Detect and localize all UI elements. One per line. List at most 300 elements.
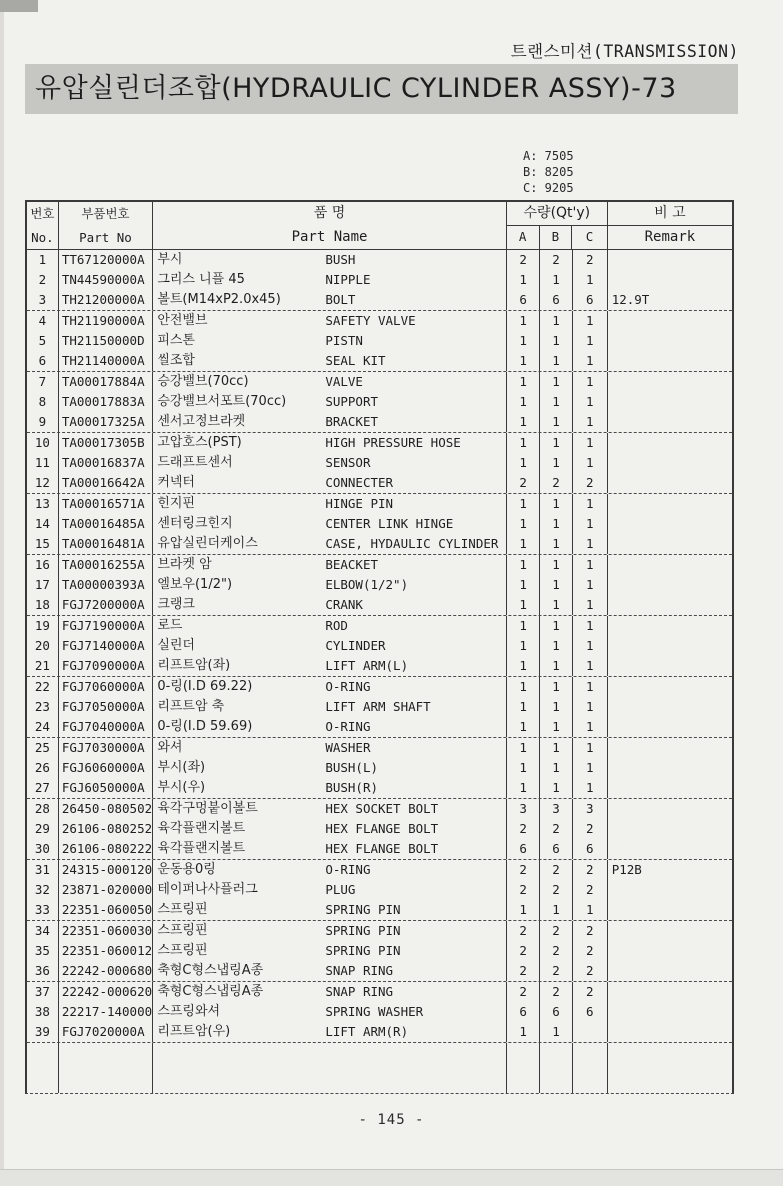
cell-qty-b: 1 [540, 351, 573, 371]
cell-qty-a: 1 [507, 697, 540, 717]
cell-qty-a: 2 [507, 880, 540, 900]
part-name-korean: 축형C형스냅링A종 [157, 984, 264, 999]
table-body [27, 250, 732, 1043]
part-name-korean: 축형C형스냅링A종 [157, 963, 264, 978]
cell-remark [608, 433, 732, 453]
cell-qty-c: 1 [573, 656, 608, 676]
cell-no: 31 [27, 860, 59, 880]
cell-remark [608, 717, 732, 737]
part-name-english: ELBOW(1/2") [325, 577, 409, 592]
part-name-english: O-RING [325, 679, 371, 694]
header-part-name [153, 202, 507, 249]
cell-qty-c: 2 [573, 921, 608, 941]
cell-no: 9 [27, 412, 59, 432]
cell-remark [608, 921, 732, 941]
cell-part-no: FGJ7050000A [59, 697, 153, 717]
header-part-name-ko: 품 명 [313, 205, 346, 221]
cell-qty-b: 1 [540, 270, 573, 290]
cell-part-name [153, 1022, 507, 1042]
cell-qty-b: 3 [540, 799, 573, 819]
cell-qty-b: 6 [540, 839, 573, 859]
cell-qty-b: 2 [540, 250, 573, 270]
cell-qty-c: 1 [573, 392, 608, 412]
qty-column-legend [523, 148, 574, 196]
cell-remark [608, 392, 732, 412]
cell-remark [608, 311, 732, 331]
part-name-english: BEACKET [325, 557, 378, 572]
part-name-english: BRACKET [325, 414, 378, 429]
parts-row [27, 961, 732, 982]
cell-qty-a: 1 [507, 514, 540, 534]
cell-qty-b: 1 [540, 514, 573, 534]
document-section-title: 트랜스미션(TRANSMISSION) [510, 42, 739, 61]
part-name-english: LIFT ARM(R) [325, 1024, 409, 1039]
cell-qty-b: 1 [540, 636, 573, 656]
cell-qty-b: 1 [540, 534, 573, 554]
cell-remark [608, 1002, 732, 1022]
cell-part-name [153, 921, 507, 941]
parts-row [27, 392, 732, 412]
cell-remark [608, 534, 732, 554]
cell-qty-a: 1 [507, 636, 540, 656]
part-name-english: VALVE [325, 374, 363, 389]
cell-part-no: TA00017325A [59, 412, 153, 432]
cell-qty-a: 1 [507, 433, 540, 453]
cell-part-no: 22217-140000 [59, 1002, 153, 1022]
cell-part-name [153, 819, 507, 839]
cell-no: 37 [27, 982, 59, 1002]
cell-no: 10 [27, 433, 59, 453]
cell-remark [608, 1022, 732, 1042]
part-name-korean: 스프링핀 [157, 923, 208, 938]
cell-qty-b: 1 [540, 311, 573, 331]
cell-part-no: FGJ7200000A [59, 595, 153, 615]
cell-remark [608, 250, 732, 270]
parts-row [27, 534, 732, 555]
cell-no: 2 [27, 270, 59, 290]
cell-qty-b: 2 [540, 473, 573, 493]
cell-no: 25 [27, 738, 59, 758]
cell-part-no: 26450-080502 [59, 799, 153, 819]
cell-qty-a: 2 [507, 982, 540, 1002]
cell-qty-a: 2 [507, 961, 540, 981]
cell-no: 33 [27, 900, 59, 920]
parts-row [27, 982, 732, 1002]
cell-part-name [153, 433, 507, 453]
part-name-english: BUSH(R) [325, 780, 378, 795]
cell-qty-c: 1 [573, 697, 608, 717]
cell-part-name [153, 595, 507, 615]
cell-qty-c: 1 [573, 433, 608, 453]
cell-no: 17 [27, 575, 59, 595]
cell-no: 32 [27, 880, 59, 900]
part-name-english: SPRING PIN [325, 923, 401, 938]
part-name-english: BOLT [325, 292, 356, 307]
cell-remark: 12.9T [611, 292, 650, 307]
cell-qty-a: 6 [507, 290, 540, 310]
cell-qty-c: 6 [573, 1002, 608, 1022]
part-name-korean: 씰조합 [157, 353, 195, 368]
cell-qty-b: 1 [540, 656, 573, 676]
cell-qty-b: 1 [540, 758, 573, 778]
cell-remark [608, 555, 732, 575]
cell-qty-b: 2 [540, 819, 573, 839]
parts-row [27, 351, 732, 372]
cell-qty-b: 6 [540, 1002, 573, 1022]
part-name-english: SEAL KIT [325, 353, 386, 368]
cell-part-name [153, 860, 507, 880]
cell-qty-a: 1 [507, 351, 540, 371]
cell-qty-c: 2 [573, 941, 608, 961]
cell-qty-b: 1 [540, 900, 573, 920]
part-name-english: PLUG [325, 882, 356, 897]
parts-row [27, 819, 732, 839]
cell-remark [608, 758, 732, 778]
parts-row [27, 880, 732, 900]
cell-part-no: 22242-000680 [59, 961, 153, 981]
cell-no: 16 [27, 555, 59, 575]
cell-qty-b: 1 [540, 717, 573, 737]
parts-table [25, 200, 734, 1094]
part-name-korean: 와셔 [157, 740, 183, 755]
parts-row [27, 717, 732, 738]
part-name-english: SUPPORT [325, 394, 378, 409]
cell-part-no: 22242-000620 [59, 982, 153, 1002]
cell-qty-a: 1 [507, 738, 540, 758]
part-name-korean: 승강밸브서포트(70cc) [157, 394, 287, 409]
part-name-korean: 유압실린더케이스 [157, 536, 258, 551]
cell-part-no: TA00017305B [59, 433, 153, 453]
cell-part-no: 22351-060050 [59, 900, 153, 920]
cell-part-no: 22351-060012 [59, 941, 153, 961]
part-name-english: BUSH [325, 252, 356, 267]
parts-row [27, 697, 732, 717]
header-qty: 수량(Qt'y) [507, 202, 607, 226]
parts-row [27, 575, 732, 595]
cell-no: 39 [27, 1022, 59, 1042]
part-name-korean: 볼트(M14xP2.0x45) [157, 292, 281, 307]
cell-part-name [153, 982, 507, 1002]
cell-qty-b: 1 [540, 412, 573, 432]
cell-qty-c: 1 [573, 778, 608, 798]
page-number: - 145 - [358, 1112, 425, 1128]
part-name-english: CYLINDER [325, 638, 386, 653]
part-name-english: CRANK [325, 597, 363, 612]
cell-qty-a: 2 [507, 860, 540, 880]
cell-part-name [153, 331, 507, 351]
cell-qty-a: 1 [507, 575, 540, 595]
cell-part-no: TN44590000A [59, 270, 153, 290]
cell-remark [608, 656, 732, 676]
cell-qty-b: 2 [540, 860, 573, 880]
cell-remark [608, 372, 732, 392]
cell-qty-c: 1 [573, 575, 608, 595]
cell-qty-c: 1 [573, 555, 608, 575]
header-remark-group [608, 202, 732, 249]
part-name-korean: 리프트암(좌) [157, 658, 231, 673]
part-name-english: BUSH(L) [325, 760, 378, 775]
header-remark-ko: 비 고 [608, 202, 732, 226]
cell-part-name [153, 677, 507, 697]
cell-qty-c: 1 [573, 351, 608, 371]
part-name-english: O-RING [325, 719, 371, 734]
cell-qty-c: 1 [573, 595, 608, 615]
cell-no: 19 [27, 616, 59, 636]
part-name-korean: 로드 [157, 618, 183, 633]
part-name-korean: 그리스 니플 45 [157, 272, 245, 287]
parts-row [27, 799, 732, 819]
part-name-english: SNAP RING [325, 963, 394, 978]
cell-qty-a: 2 [507, 819, 540, 839]
parts-row [27, 555, 732, 575]
cell-no: 20 [27, 636, 59, 656]
cell-part-name [153, 250, 507, 270]
header-qty-b: B [540, 226, 573, 249]
part-name-korean: 0-링(I.D 69.22) [157, 679, 253, 694]
cell-remark [608, 738, 732, 758]
cell-part-no: TA00017884A [59, 372, 153, 392]
cell-part-name [153, 697, 507, 717]
cell-qty-c [573, 1022, 608, 1042]
cell-part-no: FGJ7020000A [59, 1022, 153, 1042]
legend-line-b: B: 8205 [523, 165, 574, 179]
cell-qty-b: 6 [540, 290, 573, 310]
cell-part-no: TH21200000A [59, 290, 153, 310]
cell-no: 27 [27, 778, 59, 798]
cell-qty-b: 2 [540, 941, 573, 961]
cell-remark [608, 412, 732, 432]
parts-row [27, 900, 732, 921]
cell-remark [608, 616, 732, 636]
cell-qty-b: 1 [540, 555, 573, 575]
part-name-english: SENSOR [325, 455, 371, 470]
cell-part-name [153, 799, 507, 819]
cell-qty-b: 1 [540, 494, 573, 514]
cell-qty-b: 1 [540, 1022, 573, 1042]
cell-remark [608, 473, 732, 493]
part-name-korean: 안전밸브 [157, 313, 208, 328]
cell-no: 23 [27, 697, 59, 717]
part-name-english: HEX SOCKET BOLT [325, 801, 439, 816]
part-name-korean: 부시(좌) [157, 760, 206, 775]
cell-no: 15 [27, 534, 59, 554]
cell-qty-c: 2 [573, 819, 608, 839]
cell-part-name [153, 351, 507, 371]
part-name-korean: 육각플랜지볼트 [157, 841, 246, 856]
cell-part-no: FGJ7040000A [59, 717, 153, 737]
cell-qty-c: 2 [573, 982, 608, 1002]
cell-remark [608, 819, 732, 839]
cell-remark [608, 453, 732, 473]
cell-part-name [153, 900, 507, 920]
cell-qty-a: 1 [507, 758, 540, 778]
cell-qty-a: 6 [507, 839, 540, 859]
scan-left-edge [0, 0, 4, 1186]
cell-part-no: TA00016837A [59, 453, 153, 473]
part-name-korean: 커넥터 [157, 475, 195, 490]
part-name-english: SPRING PIN [325, 902, 401, 917]
cell-part-name [153, 372, 507, 392]
cell-no: 5 [27, 331, 59, 351]
cell-remark [608, 351, 732, 371]
cell-no: 22 [27, 677, 59, 697]
cell-part-name [153, 494, 507, 514]
cell-part-name [153, 961, 507, 981]
parts-row [27, 473, 732, 494]
cell-part-name [153, 839, 507, 859]
cell-part-name [153, 738, 507, 758]
part-name-english: ROD [325, 618, 348, 633]
cell-remark [608, 270, 732, 290]
cell-part-name [153, 880, 507, 900]
cell-no: 14 [27, 514, 59, 534]
parts-row [27, 270, 732, 290]
cell-part-name [153, 717, 507, 737]
cell-part-no: TA00017883A [59, 392, 153, 412]
parts-row [27, 656, 732, 677]
part-name-english: SPRING WASHER [325, 1004, 424, 1019]
cell-qty-a: 1 [507, 900, 540, 920]
part-name-korean: 스프링핀 [157, 943, 208, 958]
cell-part-name [153, 941, 507, 961]
parts-row [27, 372, 732, 392]
cell-qty-b: 1 [540, 677, 573, 697]
part-name-english: LIFT ARM(L) [325, 658, 409, 673]
cell-qty-c: 2 [573, 880, 608, 900]
table-header [27, 202, 732, 250]
cell-qty-c: 1 [573, 534, 608, 554]
parts-row [27, 453, 732, 473]
cell-qty-c: 1 [573, 453, 608, 473]
parts-row [27, 921, 732, 941]
cell-part-name [153, 534, 507, 554]
cell-qty-c: 1 [573, 616, 608, 636]
cell-qty-a: 2 [507, 921, 540, 941]
cell-part-no: FGJ7140000A [59, 636, 153, 656]
cell-part-no: TA00016255A [59, 555, 153, 575]
part-name-korean: 센터링크힌지 [157, 516, 233, 531]
cell-no: 11 [27, 453, 59, 473]
part-name-english: CASE, HYDAULIC CYLINDER [325, 536, 499, 551]
cell-part-name [153, 514, 507, 534]
cell-qty-b: 1 [540, 453, 573, 473]
cell-part-name [153, 636, 507, 656]
cell-part-name [153, 311, 507, 331]
cell-part-name [153, 290, 507, 310]
parts-row [27, 677, 732, 697]
part-name-korean: 스프링와셔 [157, 1004, 221, 1019]
part-name-english: LIFT ARM SHAFT [325, 699, 431, 714]
parts-row [27, 860, 732, 880]
cell-part-no: FGJ7030000A [59, 738, 153, 758]
cell-qty-a: 1 [507, 412, 540, 432]
part-name-english: WASHER [325, 740, 371, 755]
cell-qty-a: 1 [507, 595, 540, 615]
cell-no: 30 [27, 839, 59, 859]
parts-row [27, 778, 732, 799]
cell-part-no: TA00016642A [59, 473, 153, 493]
header-no-ko: 번호 [30, 206, 55, 221]
part-name-korean: 센서고정브라켓 [157, 414, 246, 429]
cell-qty-a: 1 [507, 656, 540, 676]
part-name-english: O-RING [325, 862, 371, 877]
cell-qty-b: 1 [540, 616, 573, 636]
header-no-en: No. [31, 230, 54, 245]
cell-part-no: TA00000393A [59, 575, 153, 595]
cell-part-no: FGJ7060000A [59, 677, 153, 697]
cell-qty-b: 1 [540, 433, 573, 453]
cell-qty-c: 1 [573, 677, 608, 697]
cell-part-name [153, 778, 507, 798]
cell-no: 24 [27, 717, 59, 737]
cell-no: 7 [27, 372, 59, 392]
cell-qty-a: 1 [507, 677, 540, 697]
cell-part-no: 26106-080252 [59, 819, 153, 839]
cell-qty-a: 2 [507, 250, 540, 270]
part-name-korean: 부시 [157, 252, 183, 267]
part-name-korean: 승강밸브(70cc) [157, 374, 249, 389]
cell-part-no: TH21140000A [59, 351, 153, 371]
cell-qty-b: 2 [540, 921, 573, 941]
part-name-korean: 실린더 [157, 638, 195, 653]
cell-qty-b: 1 [540, 738, 573, 758]
header-no [27, 202, 59, 249]
cell-qty-a: 1 [507, 616, 540, 636]
cell-no: 8 [27, 392, 59, 412]
scan-bottom-edge [0, 1169, 783, 1186]
parts-row [27, 758, 732, 778]
cell-qty-c: 1 [573, 758, 608, 778]
cell-remark [608, 494, 732, 514]
header-part-no-en: Part No [79, 230, 132, 245]
parts-row [27, 636, 732, 656]
cell-qty-b: 1 [540, 331, 573, 351]
cell-part-no: TA00016485A [59, 514, 153, 534]
cell-part-no: 26106-080222 [59, 839, 153, 859]
cell-qty-b: 1 [540, 778, 573, 798]
cell-no: 29 [27, 819, 59, 839]
cell-remark [608, 636, 732, 656]
cell-qty-a: 1 [507, 372, 540, 392]
cell-remark [608, 799, 732, 819]
part-name-korean: 부시(우) [157, 780, 206, 795]
cell-part-name [153, 392, 507, 412]
cell-qty-c: 1 [573, 514, 608, 534]
cell-remark [608, 514, 732, 534]
parts-row [27, 250, 732, 270]
cell-remark [608, 595, 732, 615]
part-name-korean: 스프링핀 [157, 902, 208, 917]
part-name-korean: 고압호스(PST) [157, 435, 242, 450]
cell-qty-c: 1 [573, 738, 608, 758]
cell-qty-c: 2 [573, 473, 608, 493]
cell-qty-a: 1 [507, 311, 540, 331]
cell-qty-c: 2 [573, 860, 608, 880]
header-part-name-en: Part Name [291, 229, 368, 245]
legend-line-a: A: 7505 [523, 149, 574, 163]
header-qty-a: A [507, 226, 540, 249]
parts-row [27, 290, 732, 311]
cell-remark: P12B [611, 862, 642, 877]
part-name-english: SNAP RING [325, 984, 394, 999]
cell-part-no: 22351-060030 [59, 921, 153, 941]
cell-qty-a: 1 [507, 1022, 540, 1042]
cell-qty-b: 1 [540, 372, 573, 392]
cell-part-no: FGJ7090000A [59, 656, 153, 676]
part-name-korean: 리프트암(우) [157, 1024, 231, 1039]
header-part-no [59, 202, 153, 249]
cell-no: 3 [27, 290, 59, 310]
